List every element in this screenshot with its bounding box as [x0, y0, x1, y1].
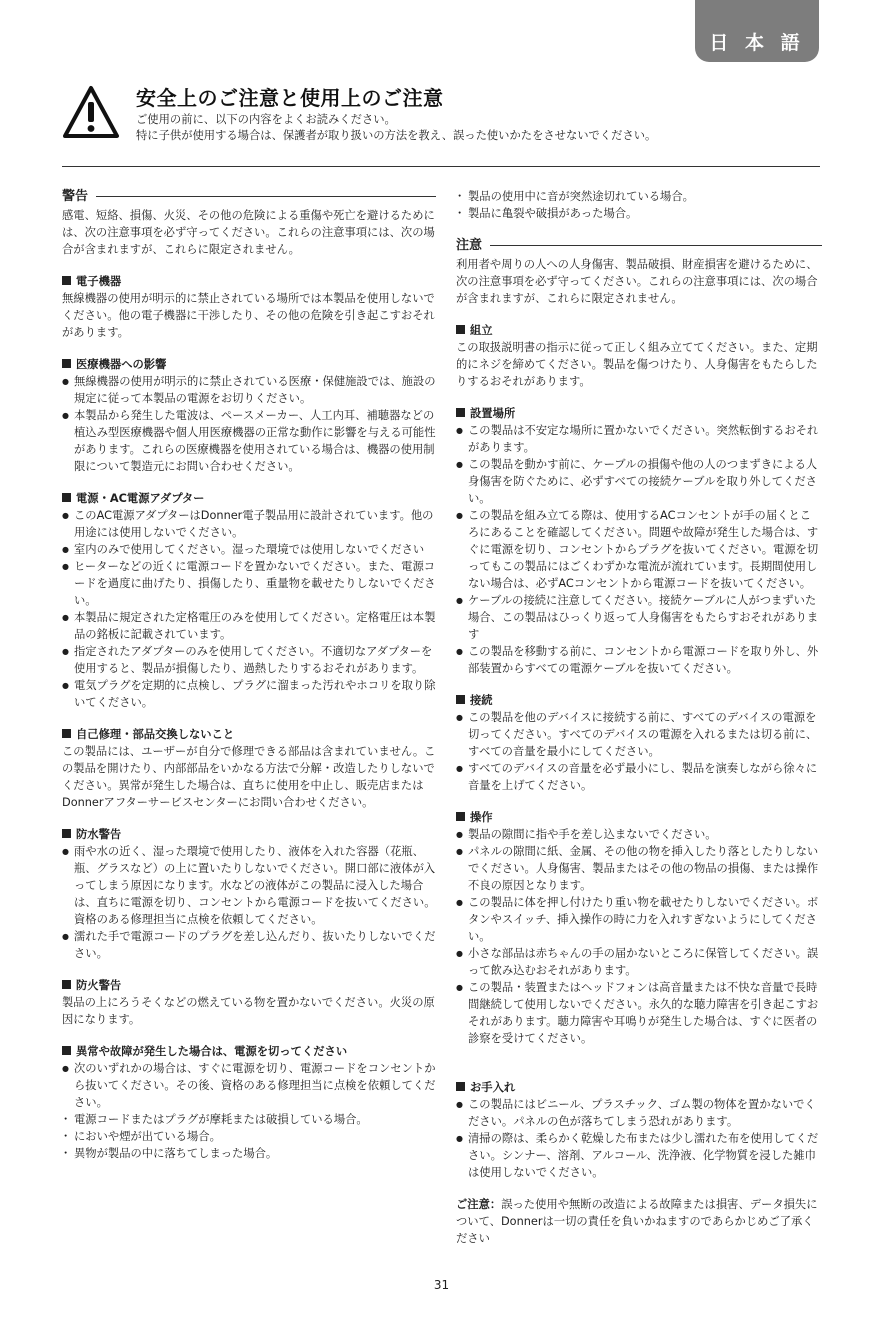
section-title-text: 接続	[470, 694, 493, 707]
page-number: 31	[433, 1278, 450, 1292]
caution-heading	[456, 237, 822, 254]
list-item: ● 製品の隙間に指や手を差し込まないでください。	[456, 826, 822, 843]
square-bullet-icon	[62, 729, 71, 738]
section-title-location	[456, 405, 822, 422]
warning-heading-text: 警告	[62, 189, 89, 204]
location-list	[456, 422, 822, 677]
fire-text: 製品の上にろうそくなどの燃えている物を置かないでください。火災の原因になります。	[62, 996, 435, 1026]
list-item: ● 無線機器の使用が明示的に禁止されている医療・保健施設では、施設の規定に従って本製品の電源をお切りください。	[62, 373, 436, 407]
list-item: ● この製品を移動する前に、コンセントから電源コードを取り外し、外部装置からすべての電源ケーブルを抜いてください。	[456, 643, 822, 677]
list-item: ● このAC電源アダプターはDonner電子製品用に設計されています。他の用途には使用しないでください。	[62, 507, 436, 541]
section-title-operation	[456, 809, 822, 826]
square-bullet-icon	[62, 829, 71, 838]
section-title-text: 異常や故障が発生した場合は、電源を切ってください	[76, 1045, 348, 1058]
intro-line: ご使用の前に、以下の内容をよくお読みください。	[136, 113, 396, 126]
list-item: ● 本製品に規定された定格電圧のみを使用してください。定格電圧は本製品の銘板に記載されています。	[62, 609, 436, 643]
heading-rule	[490, 245, 822, 246]
list-item: ● 電気プラグを定期的に点検し、プラグに溜まった汚れやホコリを取り除いてください。	[62, 677, 436, 711]
heading-rule	[96, 196, 436, 197]
square-bullet-icon	[456, 325, 465, 334]
abnormal-list	[62, 1060, 436, 1162]
header-divider	[62, 166, 820, 167]
section-title-text: 電源・AC電源アダプター	[76, 492, 205, 505]
section-title-maintenance	[456, 1079, 822, 1096]
section-title-medical	[62, 356, 436, 373]
list-item: ● 小さな部品は赤ちゃんの手の届かないところに保管してください。誤って飲み込むおそれがあります。	[456, 945, 822, 979]
list-item: ● この製品を動かす前に、ケーブルの損傷や他の人のつまずきによる人身傷害を防ぐために、必ずすべての接続ケーブルを取り外してください。	[456, 456, 822, 507]
intro-text	[136, 112, 656, 144]
dot-item: ・ 電源コードまたはプラグが摩耗または破損している場合。	[62, 1111, 436, 1128]
water-list	[62, 843, 436, 962]
assembly-text: この取扱説明書の指示に従って正しく組み立ててください。また、定期的にネジを締めてください。製品を傷つけたり、人身傷害をもたらしたりするおそれがあります。	[456, 341, 818, 388]
dot-item: ・ 異物が製品の中に落ちてしまった場合。	[62, 1145, 436, 1162]
square-bullet-icon	[62, 359, 71, 368]
notice-label: ご注意：	[456, 1198, 502, 1211]
connection-list	[456, 709, 822, 794]
dot-item: ・ においや煙が出ている場合。	[62, 1128, 436, 1145]
section-title-text: 操作	[470, 811, 493, 824]
page-title: 安全上のご注意と使用上のご注意	[136, 86, 444, 110]
list-item: ● この製品を組み立てる際は、使用するACコンセントが手の届くところにあることを確認してください。問題や故障が発生した場合は、すぐに電源を切り、コンセントからプラグを抜いてください。電源を切ってもこの製品にはごくわずかな電流が流れています。長期間使用しない場合は、必ずACコンセントから電源コードを抜いてください。	[456, 507, 822, 592]
caution-text: 利用者や周りの人への人身傷害、製品破損、財産損害を避けるために、次の注意事項を必ず守ってください。これらの注意事項には、次の場合が含まれますが、これらに限定されません。	[456, 258, 818, 305]
warning-heading	[62, 188, 436, 205]
section-title-fire	[62, 977, 436, 994]
list-item: ● この製品にはビニール、プラスチック、ゴム製の物体を置かないでください。パネルの色が落ちてしまう恐れがあります。	[456, 1096, 822, 1130]
maintenance-list	[456, 1096, 822, 1181]
section-title-text: お手入れ	[470, 1081, 516, 1094]
list-item: ● この製品・装置またはヘッドフォンは高音量または不快な音量で長時間継続して使用しないでください。永久的な聴力障害を引き起こすおそれがあります。聴力障害や耳鳴りが発生した場合は、すぐに医者の診察を受けてください。	[456, 979, 822, 1047]
notice-paragraph	[456, 1196, 822, 1247]
square-bullet-icon	[62, 980, 71, 989]
warning-text: 感電、短絡、損傷、火災、その他の危険による重傷や死亡を避けるためには、次の注意事項を必ず守ってください。これらの注意事項には、次の場合が含まれますが、これらに限定されません。	[62, 209, 435, 256]
repair-text: この製品には、ユーザーが自分で修理できる部品は含まれていません。この製品を開けたり、内部部品をいかなる方法で分解・改造したりしないでください。異常が発生した場合は、直ちに使用を中止し、販売店またはDonnerアフターサービスセンターにお問い合わせください。	[62, 745, 436, 809]
list-item: ● ヒーターなどの近くに電源コードを置かないでください。また、電源コードを過度に曲げたり、損傷したり、重量物を載せたりしないでください。	[62, 558, 436, 609]
list-item: ● 本製品から発生した電波は、ペースメーカー、人工内耳、補聴器などの植込み型医療機器や個人用医療機器の正常な動作に影響を与える可能性があります。これらの医療機器を使用されている場合は、機器の使用制限について製造元にお問い合わせください。	[62, 407, 436, 475]
section-title-assembly	[456, 322, 822, 339]
section-title-electronic	[62, 273, 436, 290]
list-item: ● パネルの隙間に紙、金属、その他の物を挿入したり落としたりしないでください。人身傷害、製品またはその他の物品の損傷、または操作不良の原因となります。	[456, 843, 822, 894]
list-item: ● この製品を他のデバイスに接続する前に、すべてのデバイスの電源を切ってください。すべてのデバイスの電源を入れるまたは切る前に、すべての音量を最小にしてください。	[456, 709, 822, 760]
section-title-text: 医療機器への影響	[76, 358, 167, 371]
list-item: ● 清掃の際は、柔らかく乾燥した布または少し濡れた布を使用してください。シンナー、溶剤、アルコール、洗浄液、化学物質を浸した雑巾は使用しないでください。	[456, 1130, 822, 1181]
section-title-power	[62, 490, 436, 507]
warning-triangle-icon	[62, 84, 120, 140]
square-bullet-icon	[456, 408, 465, 417]
list-item: ● すべてのデバイスの音量を必ず最小にし、製品を演奏しながら徐々に音量を上げてください。	[456, 760, 822, 794]
list-item: ● 次のいずれかの場合は、すぐに電源を切り、電源コードをコンセントから抜いてください。その後、資格のある修理担当に点検を依頼してください。	[62, 1060, 436, 1111]
dot-item: ・ 製品の使用中に音が突然途切れている場合。	[456, 188, 822, 205]
section-title-abnormal	[62, 1043, 436, 1060]
section-title-text: 防火警告	[76, 979, 122, 992]
square-bullet-icon	[456, 1082, 465, 1091]
list-item: ● 指定されたアダプターのみを使用してください。不適切なアダプターを使用すると、製品が損傷したり、過熱したりするおそれがあります。	[62, 643, 436, 677]
section-title-text: 電子機器	[76, 275, 122, 288]
power-list	[62, 507, 436, 711]
operation-list	[456, 826, 822, 1047]
electronic-text: 無線機器の使用が明示的に禁止されている場所では本製品を使用しないでください。他の電子機器に干渉したり、その他の危険を引き起こすおそれがあります。	[62, 292, 435, 339]
list-item: ● 濡れた手で電源コードのプラグを差し込んだり、抜いたりしないでください。	[62, 928, 436, 962]
list-item: ● 雨や水の近く、湿った環境で使用したり、液体を入れた容器（花瓶、瓶、グラスなど）の上に置いたりしないでください。開口部に液体が入ってしまう原因になります。水などの液体がこの製品に浸入した場合は、直ちに電源を切り、コンセントから電源コードを抜いてください。資格のある修理担当に点検を依頼してください。	[62, 843, 436, 928]
section-title-connection	[456, 692, 822, 709]
intro-line: 特に子供が使用する場合は、保護者が取り扱いの方法を教え、誤った使いかたをさせないでください。	[136, 129, 657, 142]
section-title-water	[62, 826, 436, 843]
section-title-repair	[62, 726, 436, 743]
square-bullet-icon	[62, 1046, 71, 1055]
notice-text: 誤った使用や無断の改造による故障または損害、データ損失について、Donnerは一切の責任を負いかねますのであらかじめご了承ください	[456, 1198, 818, 1245]
list-item: ● この製品に体を押し付けたり重い物を載せたりしないでください。ボタンやスイッチ、挿入操作の時に力を入れすぎないようにしてください。	[456, 894, 822, 945]
medical-list	[62, 373, 436, 475]
abnormal-list-continued	[456, 188, 822, 222]
square-bullet-icon	[456, 695, 465, 704]
section-title-text: 自己修理・部品交換しないこと	[76, 728, 235, 741]
section-title-text: 設置場所	[470, 407, 516, 420]
list-item: ● ケーブルの接続に注意してください。接続ケーブルに人がつまずいた場合、この製品はひっくり返って人身傷害をもたらすおそれがあります	[456, 592, 822, 643]
square-bullet-icon	[62, 276, 71, 285]
square-bullet-icon	[456, 812, 465, 821]
dot-item: ・ 製品に亀裂や破損があった場合。	[456, 205, 822, 222]
square-bullet-icon	[62, 493, 71, 502]
right-column	[456, 188, 822, 1247]
list-item: ● 室内のみで使用してください。湿った環境では使用しないでください	[62, 541, 436, 558]
language-tab: 日 本 語	[695, 0, 819, 62]
left-column	[62, 188, 436, 1162]
caution-heading-text: 注意	[456, 238, 483, 253]
section-title-text: 防水警告	[76, 828, 122, 841]
section-title-text: 組立	[470, 324, 493, 337]
list-item: ● この製品は不安定な場所に置かないでください。突然転倒するおそれがあります。	[456, 422, 822, 456]
